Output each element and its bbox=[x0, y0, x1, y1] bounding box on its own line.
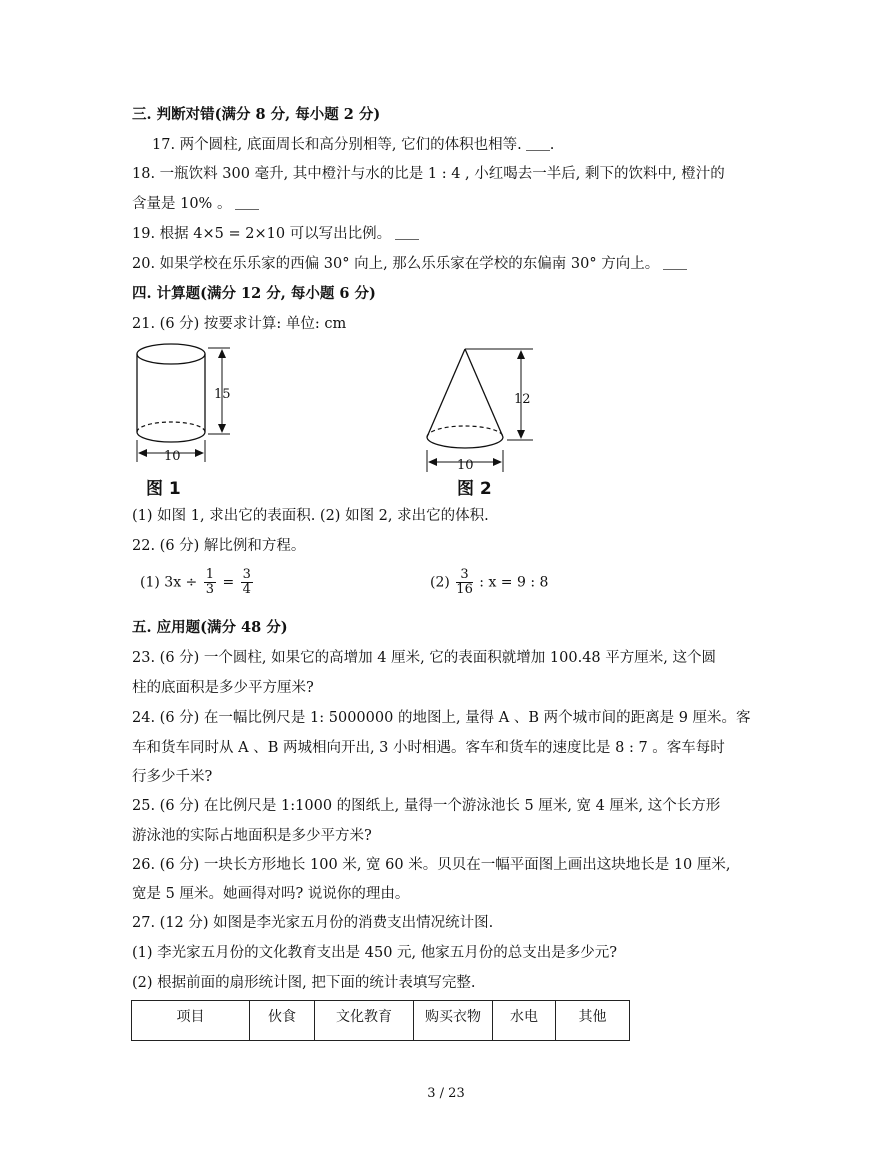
question-21-parts: (1) 如图 1, 求出它的表面积. (2) 如图 2, 求出它的体积. bbox=[132, 508, 489, 524]
cylinder-height-label: 15 bbox=[214, 387, 231, 402]
table-header-cell: 项目 bbox=[132, 1001, 250, 1041]
figure-2-caption: 图 2 bbox=[457, 479, 492, 499]
question-18-line2: 含量是 10% 。 bbox=[132, 194, 259, 214]
question-24-line1: 24. (6 分) 在一幅比例尺是 1: 5000000 的地图上, 量得 A 、B 两个城市间的距离是 9 厘米。客 bbox=[132, 710, 751, 726]
question-17: 17. 两个圆柱, 底面周长和高分别相等, 它们的体积也相等. . bbox=[152, 137, 555, 153]
fraction-3-16: $\frac{3}{16}$ bbox=[456, 567, 473, 597]
section-3-title: 三. 判断对错(满分 8 分, 每小题 2 分) bbox=[132, 106, 381, 123]
question-17-text: 17. 两个圆柱, 底面周长和高分别相等, 它们的体积也相等. bbox=[152, 137, 522, 153]
cone-diameter-label: 10 bbox=[457, 458, 474, 473]
question-25-line1: 25. (6 分) 在比例尺是 1:1000 的图纸上, 量得一个游泳池长 5 厘米, 宽 4 厘米, 这个长方形 bbox=[132, 798, 721, 814]
section-4-title: 四. 计算题(满分 12 分, 每小题 6 分) bbox=[132, 285, 376, 302]
question-26-line2: 宽是 5 厘米。她画得对吗? 说说你的理由。 bbox=[132, 886, 410, 902]
table-header-cell: 文化教育 bbox=[315, 1001, 414, 1041]
question-27-part-1: (1) 李光家五月份的文化教育支出是 450 元, 他家五月份的总支出是多少元? bbox=[132, 945, 618, 961]
equation-2: (2) $\frac{3}{16}$ : x = 9 : 8 bbox=[430, 567, 549, 597]
question-27: 27. (12 分) 如图是李光家五月份的消费支出情况统计图. bbox=[132, 915, 494, 931]
answer-blank-20[interactable] bbox=[663, 255, 687, 270]
figure-1-caption: 图 1 bbox=[146, 479, 181, 499]
cylinder-diameter-label: 10 bbox=[164, 449, 181, 464]
question-20: 20. 如果学校在乐乐家的西偏 30° 向上, 那么乐乐家在学校的东偏南 30° 方向上。 bbox=[132, 254, 687, 274]
cylinder-figure bbox=[120, 340, 260, 470]
answer-blank-18[interactable] bbox=[235, 195, 259, 210]
question-26-line1: 26. (6 分) 一块长方形地长 100 米, 宽 60 米。贝贝在一幅平面图上画出这块地长是 10 厘米, bbox=[132, 857, 731, 873]
table-header-cell: 购买衣物 bbox=[414, 1001, 493, 1041]
table-header-row bbox=[132, 1001, 630, 1041]
question-18-line1: 18. 一瓶饮料 300 毫升, 其中橙汁与水的比是 1 : 4 , 小红喝去一半后, 剩下的饮料中, 橙汁的 bbox=[132, 166, 725, 182]
section-5-title: 五. 应用题(满分 48 分) bbox=[132, 619, 288, 636]
question-24-line3: 行多少千米? bbox=[132, 769, 213, 785]
table-header-cell: 水电 bbox=[493, 1001, 556, 1041]
question-24-line2: 车和货车同时从 A 、B 两城相向开出, 3 小时相遇。客车和货车的速度比是 8 : 7 。客车每时 bbox=[132, 740, 725, 756]
statistics-table bbox=[131, 1000, 630, 1041]
question-19: 19. 根据 4×5 = 2×10 可以写出比例。 bbox=[132, 224, 419, 244]
question-21: 21. (6 分) 按要求计算: 单位: cm bbox=[132, 316, 347, 332]
cone-figure bbox=[415, 340, 555, 475]
table-header-cell: 其他 bbox=[556, 1001, 630, 1041]
question-23-line1: 23. (6 分) 一个圆柱, 如果它的高增加 4 厘米, 它的表面积就增加 100.48 平方厘米, 这个圆 bbox=[132, 650, 716, 666]
question-23-line2: 柱的底面积是多少平方厘米? bbox=[132, 680, 314, 696]
question-25-line2: 游泳池的实际占地面积是多少平方米? bbox=[132, 828, 372, 844]
fraction-3-4: $\frac{3}{4}$ bbox=[242, 567, 251, 597]
equation-1: (1) 3x ÷ $\frac{1}{3}$ = $\frac{3}{4}$ bbox=[140, 567, 251, 597]
page-number: 3 / 23 bbox=[427, 1086, 465, 1101]
fraction-1-3: $\frac{1}{3}$ bbox=[205, 567, 215, 597]
cone-height-label: 12 bbox=[514, 392, 531, 407]
question-22: 22. (6 分) 解比例和方程。 bbox=[132, 538, 306, 554]
question-27-part-2: (2) 根据前面的扇形统计图, 把下面的统计表填写完整. bbox=[132, 975, 476, 991]
answer-blank-19[interactable] bbox=[395, 225, 419, 240]
table-header-cell: 伙食 bbox=[250, 1001, 315, 1041]
answer-blank-17[interactable] bbox=[526, 136, 550, 151]
